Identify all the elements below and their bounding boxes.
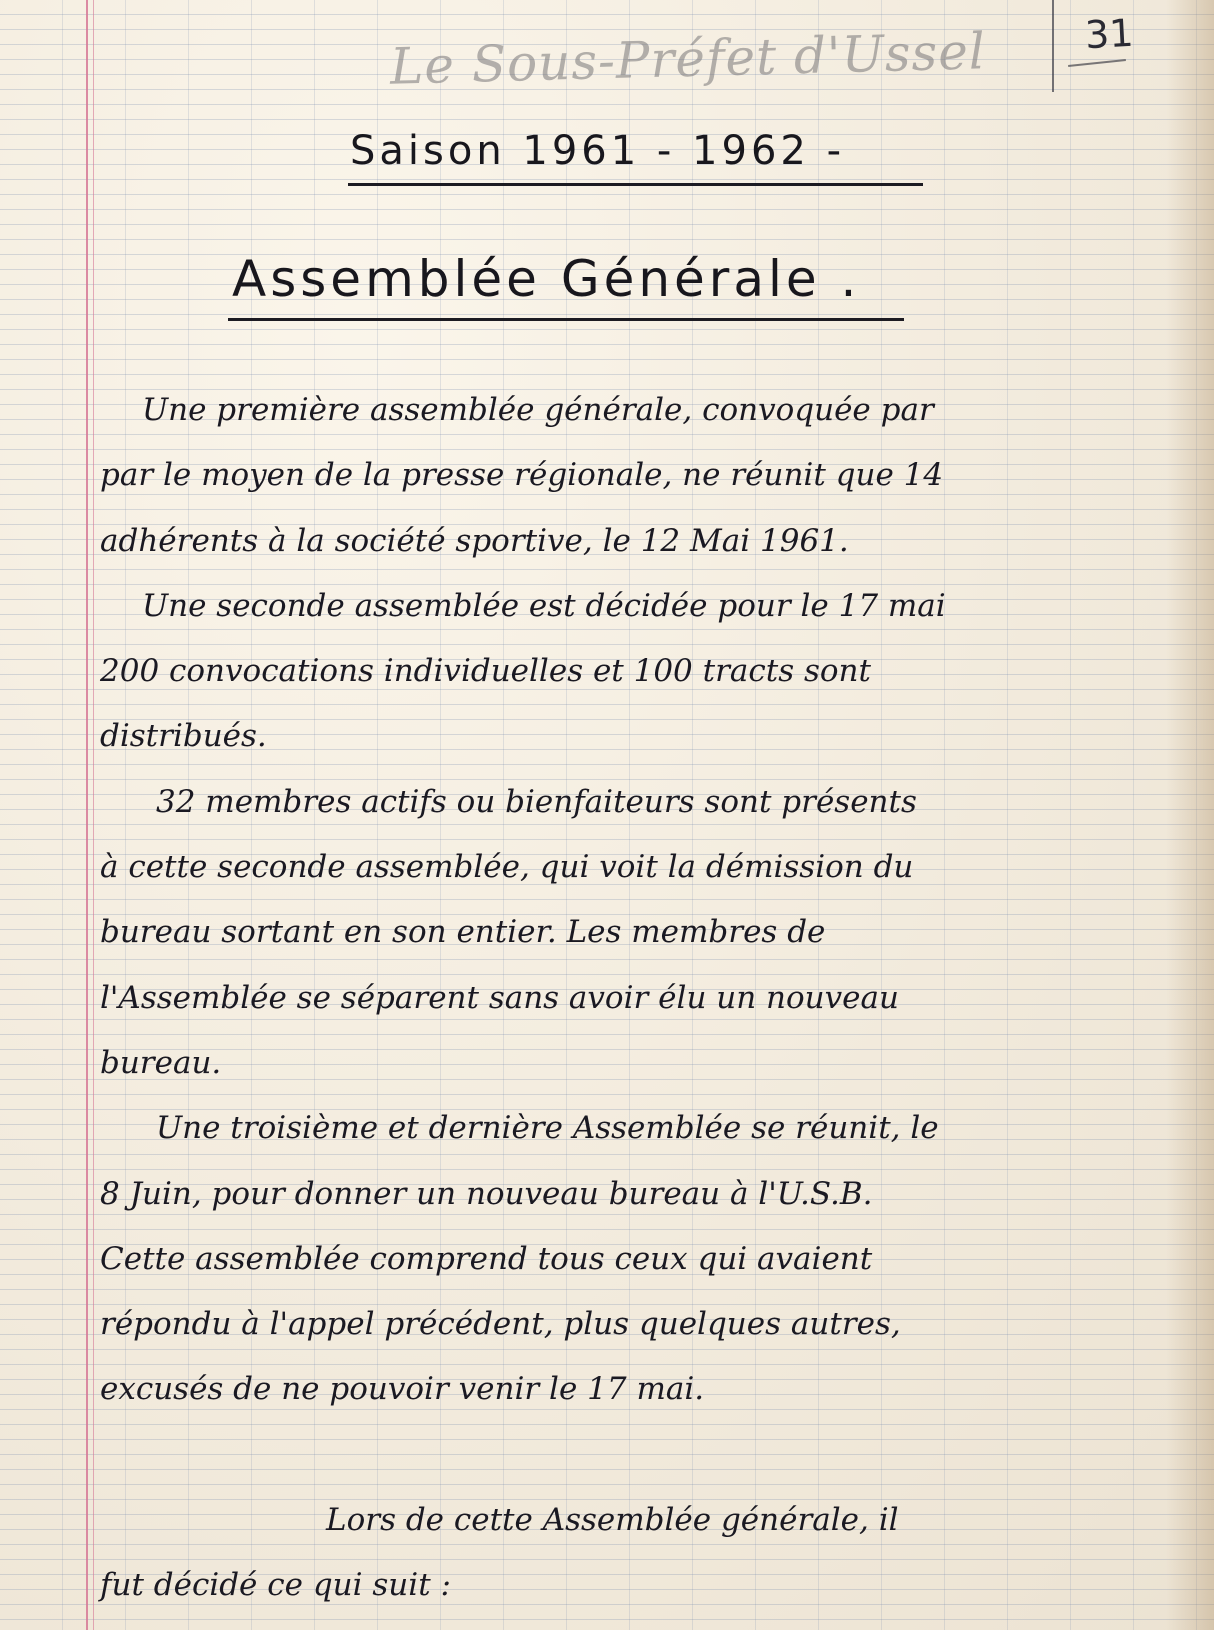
handwritten-body bbox=[100, 378, 1180, 1619]
text-line: 32 membres actifs ou bienfaiteurs sont présents bbox=[156, 783, 917, 820]
heading-underline bbox=[228, 318, 904, 321]
text-line: distribués. bbox=[100, 718, 267, 755]
text-line: excusés de ne pouvoir venir le 17 mai. bbox=[100, 1371, 705, 1408]
text-line: Une troisième et dernière Assemblée se réunit, le bbox=[156, 1110, 939, 1147]
season-underline bbox=[348, 183, 923, 186]
margin-line-secondary bbox=[93, 0, 94, 1630]
text-line: Une première assemblée générale, convoquée par bbox=[142, 392, 934, 428]
text-line: adhérents à la société sportive, le 12 Mai 1961. bbox=[100, 522, 849, 559]
text-line: fut décidé ce qui suit : bbox=[100, 1567, 451, 1604]
header-divider bbox=[1052, 0, 1054, 92]
season-title: Saison 1961 - 1962 - bbox=[350, 128, 845, 174]
blank-line bbox=[100, 1423, 1180, 1488]
page-number: 31 bbox=[1083, 10, 1135, 58]
text-line: Une seconde assemblée est décidée pour le 17 mai bbox=[142, 587, 946, 624]
text-line: 8 Juin, pour donner un nouveau bureau à l'U.S.B. bbox=[100, 1175, 873, 1212]
text-line: Cette assemblée comprend tous ceux qui avaient bbox=[100, 1240, 873, 1277]
text-line: par le moyen de la presse régionale, ne réunit que 14 bbox=[100, 457, 944, 494]
text-line: bureau sortant en son entier. Les membres de bbox=[100, 914, 826, 951]
text-line: 200 convocations individuelles et 100 tracts sont bbox=[100, 653, 871, 690]
text-line: répondu à l'appel précédent, plus quelques autres, bbox=[100, 1306, 901, 1343]
text-line: bureau. bbox=[100, 1044, 222, 1081]
text-line: l'Assemblée se séparent sans avoir élu un nouveau bbox=[100, 979, 899, 1016]
page-number-underline bbox=[1068, 59, 1126, 67]
page-heading: Assemblée Générale . bbox=[232, 250, 861, 308]
sub-prefect-stamp: Le Sous-Préfet d'Ussel bbox=[389, 22, 987, 96]
text-line: à cette seconde assemblée, qui voit la démission du bbox=[100, 849, 914, 886]
margin-line bbox=[86, 0, 88, 1630]
text-line: Lors de cette Assemblée générale, il bbox=[326, 1502, 899, 1539]
